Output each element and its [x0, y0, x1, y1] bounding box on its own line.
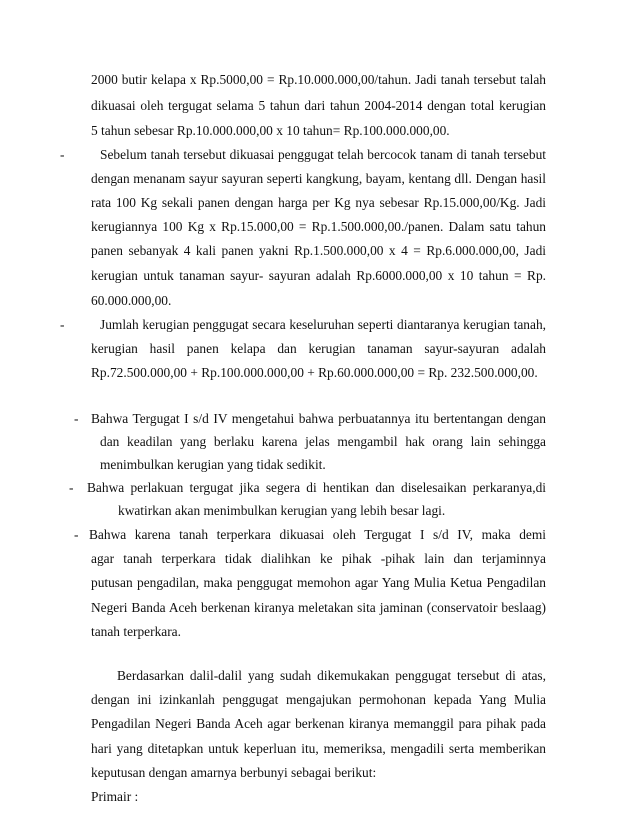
text-line: tanah terperkara.	[91, 624, 181, 639]
text-line: 2000 butir kelapa x Rp.5000,00 = Rp.10.000.000,00/tahun. Jadi tanah tersebut talah	[91, 72, 546, 87]
text-line: dikuasai oleh tergugat selama 5 tahun dari tahun 2004-2014 dengan total kerugian	[91, 98, 546, 113]
text-line: Rp.72.500.000,00 + Rp.100.000.000,00 + Rp.60.000.000,00 = Rp. 232.500.000,00.	[91, 365, 538, 380]
text-line: Jumlah kerugian penggugat secara keseluruhan seperti diantaranya kerugian tanah,	[100, 317, 546, 332]
text-line: dengan menanam sayur sayuran seperti kangkung, bayam, kentang dll. Dengan hasil	[91, 171, 546, 186]
text-line: Bahwa perlakuan tergugat jika segera di hentikan dan diselesaikan perkaranya,di	[87, 480, 546, 495]
text-line: hari yang ditetapkan untuk keperluan itu, memeriksa, mengadili serta memberikan	[91, 741, 546, 756]
text-line: dan keadilan yang berlaku karena jelas mengambil hak orang lain sehingga	[100, 434, 546, 449]
text-line: rata 100 Kg sekali panen dengan harga per Kg nya sebesar Rp.15.000,00/Kg. Jadi	[91, 195, 546, 210]
text-line: kerugian hasil panen kelapa dan kerugian tanaman sayur-sayuran adalah	[91, 341, 546, 356]
text-line: panen sebanyak 4 kali panen yakni Rp.1.500.000,00 x 4 = Rp.6.000.000,00, Jadi	[91, 243, 546, 258]
text-line: Sebelum tanah tersebut dikuasai penggugat telah bercocok tanam di tanah tersebut	[100, 147, 546, 162]
bullet-dash: -	[74, 411, 79, 426]
text-line: Berdasarkan dalil-dalil yang sudah dikemukakan penggugat tersebut di atas,	[117, 668, 546, 683]
text-line: kerugiannya 100 Kg x Rp.15.000,00 = Rp.1.500.000,00./panen. Dalam satu tahun	[91, 219, 546, 234]
text-line: menimbulkan kerugian yang tidak sedikit.	[100, 457, 326, 472]
text-line: dengan ini izinkanlah penggugat mengajukan permohonan kepada Yang Mulia	[91, 692, 546, 707]
bullet-dash: -	[69, 480, 74, 495]
text-line: kwatirkan akan menimbulkan kerugian yang lebih besar lagi.	[118, 503, 446, 518]
text-line: Negeri Banda Aceh berkenan kiranya meletakan sita jaminan (conservatoir beslaag)	[91, 600, 546, 615]
text-line: kerugian untuk tanaman sayur- sayuran adalah Rp.6000.000,00 x 10 tahun = Rp.	[91, 268, 546, 283]
text-line: putusan pengadilan, maka penggugat memohon agar Yang Mulia Ketua Pengadilan	[91, 575, 546, 590]
text-line: 60.000.000,00.	[91, 293, 172, 308]
bullet-dash: -	[60, 147, 65, 162]
text-line: Bahwa Tergugat I s/d IV mengetahui bahwa perbuatannya itu bertentangan dengan	[91, 411, 546, 426]
text-line: Pengadilan Negeri Banda Aceh agar berkenan kiranya memanggil para pihak pada	[91, 716, 546, 731]
text-line: Bahwa karena tanah terperkara dikuasai oleh Tergugat I s/d IV, maka demi	[89, 527, 546, 542]
text-line: agar tanah terperkara tidak dialihkan ke pihak -pihak lain dan terjaminnya	[91, 551, 546, 566]
text-line: 5 tahun sebesar Rp.10.000.000,00 x 10 tahun= Rp.100.000.000,00.	[91, 123, 450, 138]
text-line: keputusan dengan amarnya berbunyi sebagai berikut:	[91, 765, 377, 780]
bullet-dash: -	[60, 317, 65, 332]
text-line: Primair :	[91, 789, 139, 804]
bullet-dash: -	[74, 527, 79, 542]
